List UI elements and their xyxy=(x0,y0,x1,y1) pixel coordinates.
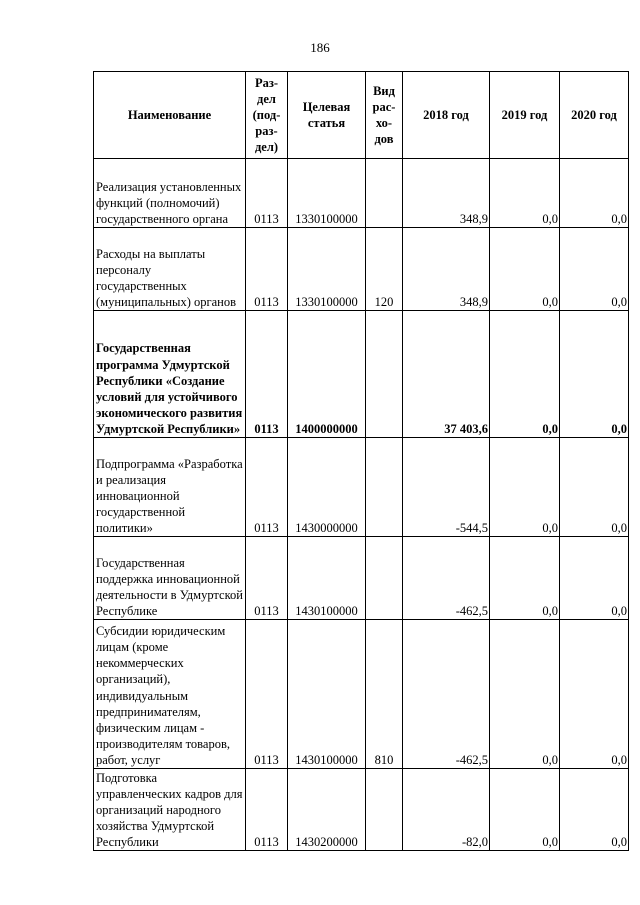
row-2018: 348,9 xyxy=(403,228,490,311)
row-2020: 0,0 xyxy=(560,769,629,851)
row-2019: 0,0 xyxy=(490,438,560,537)
row-expense-type: 120 xyxy=(366,228,403,311)
row-expense-type xyxy=(366,311,403,438)
table-row xyxy=(94,537,629,620)
row-2020: 0,0 xyxy=(560,438,629,537)
row-expense-type xyxy=(366,438,403,537)
table-row xyxy=(94,159,629,228)
budget-table xyxy=(93,71,629,851)
row-name: Подготовка управленческих кадров для организаций народного хозяйства Удмуртской Республики xyxy=(94,769,246,851)
row-section: 0113 xyxy=(246,438,288,537)
row-expense-type: 810 xyxy=(366,620,403,769)
row-section: 0113 xyxy=(246,159,288,228)
row-2018: 348,9 xyxy=(403,159,490,228)
row-target: 1430000000 xyxy=(288,438,366,537)
row-name: Субсидии юридическим лицам (кроме некоммерческих организаций), индивидуальным предпринимателям, физическим лицам - производителям товаров, работ, услуг xyxy=(94,620,246,769)
row-expense-type xyxy=(366,159,403,228)
header-name: Наименование xyxy=(94,72,246,159)
row-2019: 0,0 xyxy=(490,228,560,311)
table-row xyxy=(94,228,629,311)
page-number: 186 xyxy=(310,40,330,55)
row-2020: 0,0 xyxy=(560,311,629,438)
row-name: Государственная программа Удмуртской Республики «Создание условий для устойчивого экономического развития Удмуртской Республики» xyxy=(94,311,246,438)
row-2018: -544,5 xyxy=(403,438,490,537)
row-2019: 0,0 xyxy=(490,620,560,769)
row-2018: 37 403,6 xyxy=(403,311,490,438)
header-2018: 2018 год xyxy=(403,72,490,159)
table-row xyxy=(94,438,629,537)
header-section: Раз-дел (под-раз-дел) xyxy=(246,72,288,159)
row-2020: 0,0 xyxy=(560,228,629,311)
row-section: 0113 xyxy=(246,311,288,438)
row-target: 1430100000 xyxy=(288,537,366,620)
row-expense-type xyxy=(366,537,403,620)
row-section: 0113 xyxy=(246,537,288,620)
row-2018: -462,5 xyxy=(403,537,490,620)
row-2020: 0,0 xyxy=(560,537,629,620)
row-section: 0113 xyxy=(246,769,288,851)
row-name: Реализация установленных функций (полномочий) государственного органа xyxy=(94,159,246,228)
header-2019: 2019 год xyxy=(490,72,560,159)
row-target: 1430200000 xyxy=(288,769,366,851)
row-2019: 0,0 xyxy=(490,159,560,228)
table-row xyxy=(94,620,629,769)
row-2020: 0,0 xyxy=(560,620,629,769)
row-target: 1330100000 xyxy=(288,159,366,228)
row-section: 0113 xyxy=(246,228,288,311)
row-target: 1330100000 xyxy=(288,228,366,311)
row-target: 1430100000 xyxy=(288,620,366,769)
row-name: Расходы на выплаты персоналу государственных (муниципальных) органов xyxy=(94,228,246,311)
row-2018: -82,0 xyxy=(403,769,490,851)
table-row xyxy=(94,311,629,438)
table-header-row xyxy=(94,72,629,159)
row-2019: 0,0 xyxy=(490,537,560,620)
row-target: 1400000000 xyxy=(288,311,366,438)
row-name: Государственная поддержка инновационной деятельности в Удмуртской Республике xyxy=(94,537,246,620)
table-row xyxy=(94,769,629,851)
row-expense-type xyxy=(366,769,403,851)
header-2020: 2020 год xyxy=(560,72,629,159)
row-name: Подпрограмма «Разработка и реализация инновационной государственной политики» xyxy=(94,438,246,537)
header-target: Целевая статья xyxy=(288,72,366,159)
row-section: 0113 xyxy=(246,620,288,769)
header-expense-type: Вид рас-хо-дов xyxy=(366,72,403,159)
row-2018: -462,5 xyxy=(403,620,490,769)
row-2019: 0,0 xyxy=(490,311,560,438)
row-2019: 0,0 xyxy=(490,769,560,851)
row-2020: 0,0 xyxy=(560,159,629,228)
